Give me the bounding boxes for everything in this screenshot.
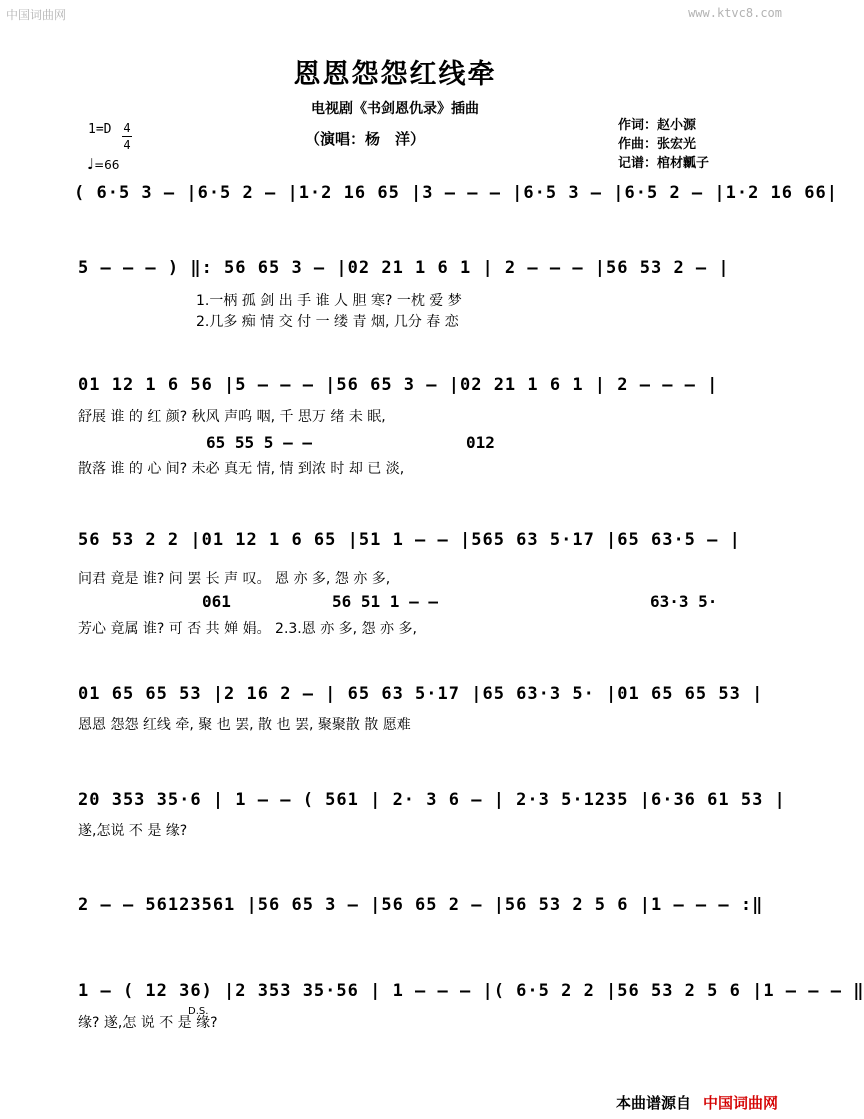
watermark-right: www.ktvc8.com bbox=[688, 6, 782, 20]
tempo-marking bbox=[87, 155, 119, 173]
alternate-notes-3: 061 bbox=[202, 592, 231, 611]
lyric-verse2-b: 散落 谁 的 心 间? 未必 真无 情, 情 到浓 时 却 已 淡, bbox=[78, 461, 405, 477]
key-signature: 1=D bbox=[88, 122, 112, 137]
singer-credit: （演唱：杨 洋） bbox=[305, 130, 426, 148]
ds-mark: D.S. bbox=[188, 1006, 209, 1017]
footer-site-name: 中国词曲网 bbox=[702, 1094, 778, 1112]
alternate-notes-2: 012 bbox=[466, 433, 495, 452]
tempo-value: =66 bbox=[94, 158, 120, 172]
lyric-verse1-b: 舒展 谁 的 红 颜? 秋风 声呜 咽, 千 思万 绪 未 眠, bbox=[78, 409, 386, 425]
time-signature bbox=[122, 120, 132, 153]
lyric-verse2-a: 2.几多 痴 情 交 付 一 缕 青 烟, 几分 春 恋 bbox=[196, 314, 459, 330]
score-row-4: 56 53 2 2 |01 12 1 6 65 |51 1 – – |565 63 5·17 |65 63·5 – | bbox=[78, 530, 741, 550]
score-row-7: 2 – – 56123561 |56 65 3 – |56 65 2 – |56 53 2 5 6 |1 – – – :‖ bbox=[78, 895, 764, 915]
transcriber-credit: 记谱：棺材瓤子 bbox=[618, 156, 710, 171]
lyricist-credit: 作词：赵小源 bbox=[618, 118, 697, 133]
score-row-2: 5 – – – ) ‖: 56 65 3 – |02 21 1 6 1 | 2 – – – |56 53 2 – | bbox=[78, 258, 730, 278]
time-top: 4 bbox=[123, 121, 131, 135]
lyric-verse1-a: 1.一柄 孤 剑 出 手 谁 人 胆 寒? 一枕 爱 梦 bbox=[196, 293, 462, 309]
score-row-5: 01 65 65 53 |2 16 2 – | 65 63 5·17 |65 63·3 5· |01 65 65 53 | bbox=[78, 684, 764, 704]
song-subtitle: 电视剧《书剑恩仇录》插曲 bbox=[311, 101, 479, 117]
alternate-notes-4: 56 51 1 – – bbox=[332, 592, 438, 611]
quarter-note-icon: ♩ bbox=[87, 155, 95, 173]
composer-credit: 作曲：张宏光 bbox=[618, 137, 697, 152]
time-bottom: 4 bbox=[123, 138, 131, 152]
score-row-8: 1 – ( 12 36) |2 353 35·56 | 1 – – – |( 6·5 2 2 |56 53 2 5 6 |1 – – – ‖ bbox=[78, 981, 864, 1001]
alternate-notes-5: 63·3 5· bbox=[650, 592, 718, 611]
alternate-notes-1: 65 55 5 – – bbox=[206, 433, 312, 452]
footer-source-label: 本曲谱源自 bbox=[615, 1094, 691, 1112]
lyric-refrain-b: 遂,怎说 不 是 缘? bbox=[78, 823, 188, 839]
score-row-6: 20 353 35·6 | 1 – – ( 561 | 2· 3 6 – | 2·3 5·1235 |6·36 61 53 | bbox=[78, 790, 786, 810]
lyric-verse2-c: 芳心 竟属 谁? 可 否 共 婵 娟。 2.3.恩 亦 多, 怨 亦 多, bbox=[78, 621, 417, 637]
score-row-1: ( 6·5 3 – |6·5 2 – |1·2 16 65 |3 – – – |6·5 3 – |6·5 2 – |1·2 16 66| bbox=[74, 183, 838, 203]
footer-source bbox=[616, 1092, 778, 1113]
lyric-ending: 缘? 遂,怎 说 不 是 缘? bbox=[78, 1015, 218, 1031]
score-row-3: 01 12 1 6 56 |5 – – – |56 65 3 – |02 21 1 6 1 | 2 – – – | bbox=[78, 375, 719, 395]
watermark-left: 中国词曲网 bbox=[6, 8, 67, 22]
credits-block bbox=[618, 116, 709, 173]
song-title: 恩恩怨怨红线牵 bbox=[293, 59, 497, 90]
lyric-verse1-c: 问君 竟是 谁? 问 罢 长 声 叹。 恩 亦 多, 怨 亦 多, bbox=[78, 571, 391, 587]
lyric-refrain-a: 恩恩 怨怨 红线 牵, 聚 也 罢, 散 也 罢, 聚聚散 散 愿难 bbox=[78, 717, 411, 733]
